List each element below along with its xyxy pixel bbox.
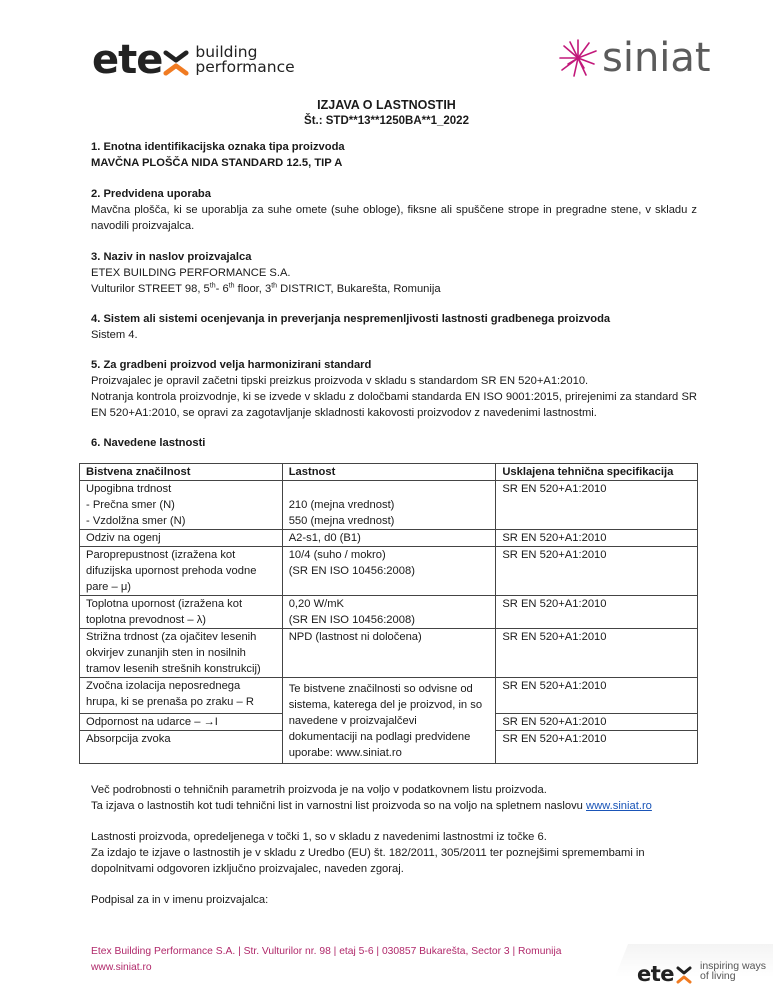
cell-line: sistema, katerega del je proizvod, in so <box>288 699 483 711</box>
cell-characteristic: Absorpcija zvoka <box>80 731 283 764</box>
section-5 <box>91 357 697 421</box>
closing-paragraph-2 <box>91 829 697 877</box>
address-part: floor, 3 <box>234 283 272 295</box>
cell-line: Paroprepustnost (izražena kot <box>86 549 236 561</box>
signature-line: Podpisal za in v imenu proizvajalca: <box>91 894 269 906</box>
cell-line: 0,20 W/mK <box>288 598 345 610</box>
siniat-wordmark: siniat <box>602 35 711 81</box>
cell-spec: SR EN 520+A1:2010 <box>496 481 698 530</box>
cell-line: dokumentaciji na podlagi predvidene <box>288 731 471 743</box>
assessment-system: Sistem 4. <box>91 329 138 341</box>
cell-characteristic: Odpornost na udarce – →I <box>80 714 283 731</box>
cell-spec: SR EN 520+A1:2010 <box>496 714 698 731</box>
cell-line: pare – μ) <box>86 581 132 593</box>
address-sup: th <box>271 282 278 290</box>
tagline-line2: of living <box>700 970 736 982</box>
siniat-star-icon <box>558 38 598 78</box>
tagline-line1: inspiring ways <box>700 960 766 972</box>
cell-performance: NPD (lastnost ni določena) <box>282 629 496 678</box>
cell-line <box>289 481 490 497</box>
table-row <box>80 596 698 629</box>
cell-performance <box>282 547 496 596</box>
cell-line: 210 (mejna vrednost) <box>288 499 395 511</box>
closing-line <box>91 798 697 814</box>
section-2 <box>91 186 697 234</box>
cell-line: - Vzdolžna smer (N) <box>86 515 186 527</box>
closing-line: Za izdajo te izjave o lastnostih je v skladu z Uredbo (EU) št. 182/2011, 305/2011 ter poznejšimi spremembami in dopolnitvami odgovoren izključno proizvajalec, naveden zgoraj. <box>91 847 645 875</box>
cell-line: navedene v proizvajalčevi <box>288 715 417 727</box>
cell-line: (SR EN ISO 10456:2008) <box>288 614 415 626</box>
address-part: - 6 <box>215 283 229 295</box>
document-title: IZJAVA O LASTNOSTIH <box>317 98 456 112</box>
cell-line: toplotna prevodnost – λ) <box>86 614 207 626</box>
footer-address <box>91 944 561 976</box>
cell-characteristic <box>80 481 283 530</box>
cell-line: - Prečna smer (N) <box>86 499 175 511</box>
cell-performance <box>282 481 496 530</box>
header-essential-characteristic: Bistvena značilnost <box>80 464 283 481</box>
footer-website: www.siniat.ro <box>91 962 152 973</box>
address-part: DISTRICT, Bukarešta, Romunija <box>277 283 441 295</box>
cell-line: 10/4 (suho / mokro) <box>288 549 386 561</box>
cell-line: hrupa, ki se prenaša po zraku – R <box>86 696 254 708</box>
cell-line: Toplotna upornost (izražena kot <box>86 598 243 610</box>
standard-line1: Proizvajalec je opravil začetni tipski preizkus proizvoda v skladu s standardom SR EN 520+A1:2010. <box>91 375 589 387</box>
cell-characteristic <box>80 678 283 714</box>
product-name: MAVČNA PLOŠČA NIDA STANDARD 12.5, TIP A <box>91 157 343 169</box>
section-6 <box>91 435 697 451</box>
section-5-heading: 5. Za gradbeni proizvod velja harmonizirani standard <box>91 359 372 371</box>
cell-line: Zvočna izolacija neposrednega <box>86 680 241 692</box>
header-technical-spec: Usklajena tehnična specifikacija <box>496 464 698 481</box>
siniat-logo <box>558 36 711 80</box>
intended-use-text: Mavčna plošča, ki se uporablja za suhe omete (suhe obloge), fiksne ali spuščene strope in pregradne stene, v skladu z navodili proizvajalca. <box>91 204 697 232</box>
document-number: Št.: STD**13**1250BA**1_2022 <box>304 115 469 127</box>
cell-performance: A2-s1, d0 (B1) <box>282 530 496 547</box>
footer-address-line: Etex Building Performance S.A. | Str. Vulturilor nr. 98 | etaj 5-6 | 030857 Bukarešta, Sector 3 | Romunija <box>91 946 562 957</box>
cell-performance <box>282 596 496 629</box>
closing-text: Ta izjava o lastnostih kot tudi tehnični list in varnostni list proizvoda so na voljo na spletnem naslovu <box>91 800 586 812</box>
closing-paragraph-1 <box>91 782 697 814</box>
section-4-heading: 4. Sistem ali sistemi ocenjevanja in preverjanja nespremenljivosti lastnosti gradbenega proizvoda <box>91 313 611 325</box>
cell-spec: SR EN 520+A1:2010 <box>496 530 698 547</box>
cell-line: (SR EN ISO 10456:2008) <box>288 565 415 577</box>
table-row <box>80 547 698 596</box>
cell-spec: SR EN 520+A1:2010 <box>496 678 698 714</box>
cell-line: Te bistvene značilnosti so odvisne od <box>288 683 473 695</box>
cell-characteristic <box>80 629 283 678</box>
manufacturer-name: ETEX BUILDING PERFORMANCE S.A. <box>91 267 291 279</box>
table-header-row <box>80 464 698 481</box>
footer-etex-wordmark: ete <box>637 962 675 986</box>
etex-building-performance-logo <box>92 37 295 83</box>
section-3-heading: 3. Naziv in naslov proizvajalca <box>91 251 252 263</box>
etex-x-chevron-icon <box>163 48 189 78</box>
footer-etex-logo <box>590 944 773 1000</box>
section-1 <box>91 139 697 171</box>
closing-line: Lastnosti proizvoda, opredeljenega v točki 1, so v skladu z navedenimi lastnostmi iz točke 6. <box>91 831 547 843</box>
cell-line: okvirjev zunanjih sten in nosilnih <box>86 647 246 659</box>
cell-performance-merged <box>282 678 496 764</box>
address-sup: th <box>228 282 235 290</box>
cell-spec: SR EN 520+A1:2010 <box>496 547 698 596</box>
declared-properties-table <box>79 463 698 764</box>
etex-tagline <box>195 45 294 75</box>
footer-etex-x-icon <box>676 965 692 985</box>
standard-line2: Notranja kontrola proizvodnje, ki se izvede v skladu z določbami standarda EN ISO 9001:2015, prirejenimi za standard SR EN 520+A1:2010, se opravi za zagotavljanje skladnosti kakovosti proizvodov z navedenimi lastnostmi. <box>91 391 697 419</box>
section-6-heading: 6. Navedene lastnosti <box>91 437 206 449</box>
cell-line: Strižna trdnost (za ojačitev lesenih <box>86 631 257 643</box>
section-3 <box>91 249 697 297</box>
tagline-line2: performance <box>195 58 295 76</box>
cell-line: Upogibna trdnost <box>86 483 172 495</box>
header-performance: Lastnost <box>282 464 496 481</box>
table-row <box>80 678 698 714</box>
cell-spec: SR EN 520+A1:2010 <box>496 629 698 678</box>
tagline-line1: building <box>195 43 258 61</box>
section-4 <box>91 311 697 343</box>
cell-line: 550 (mejna vrednost) <box>288 515 395 527</box>
closing-line: Več podrobnosti o tehničnih parametrih proizvoda je na voljo v podatkovnem listu proizvoda. <box>91 784 547 796</box>
section-1-heading: 1. Enotna identifikacijska oznaka tipa proizvoda <box>91 141 345 153</box>
table-row <box>80 481 698 530</box>
table-row <box>80 530 698 547</box>
table-row <box>80 629 698 678</box>
etex-wordmark: ete <box>92 37 163 83</box>
manufacturer-address <box>91 281 697 297</box>
address-sup: th <box>209 282 216 290</box>
cell-characteristic: Odziv na ogenj <box>80 530 283 547</box>
cell-line: tramov lesenih strešnih konstrukcij) <box>86 663 261 675</box>
footer-tagline <box>700 961 766 981</box>
address-part: Vulturilor STREET 98, 5 <box>91 283 210 295</box>
cell-line: difuzijska upornost prehoda vodne <box>86 565 257 577</box>
cell-line: uporabe: www.siniat.ro <box>288 747 402 759</box>
cell-spec: SR EN 520+A1:2010 <box>496 596 698 629</box>
cell-spec: SR EN 520+A1:2010 <box>496 731 698 764</box>
cell-characteristic <box>80 596 283 629</box>
section-2-heading: 2. Predvidena uporaba <box>91 188 211 200</box>
cell-characteristic <box>80 547 283 596</box>
siniat-website-link[interactable]: www.siniat.ro <box>586 800 652 812</box>
